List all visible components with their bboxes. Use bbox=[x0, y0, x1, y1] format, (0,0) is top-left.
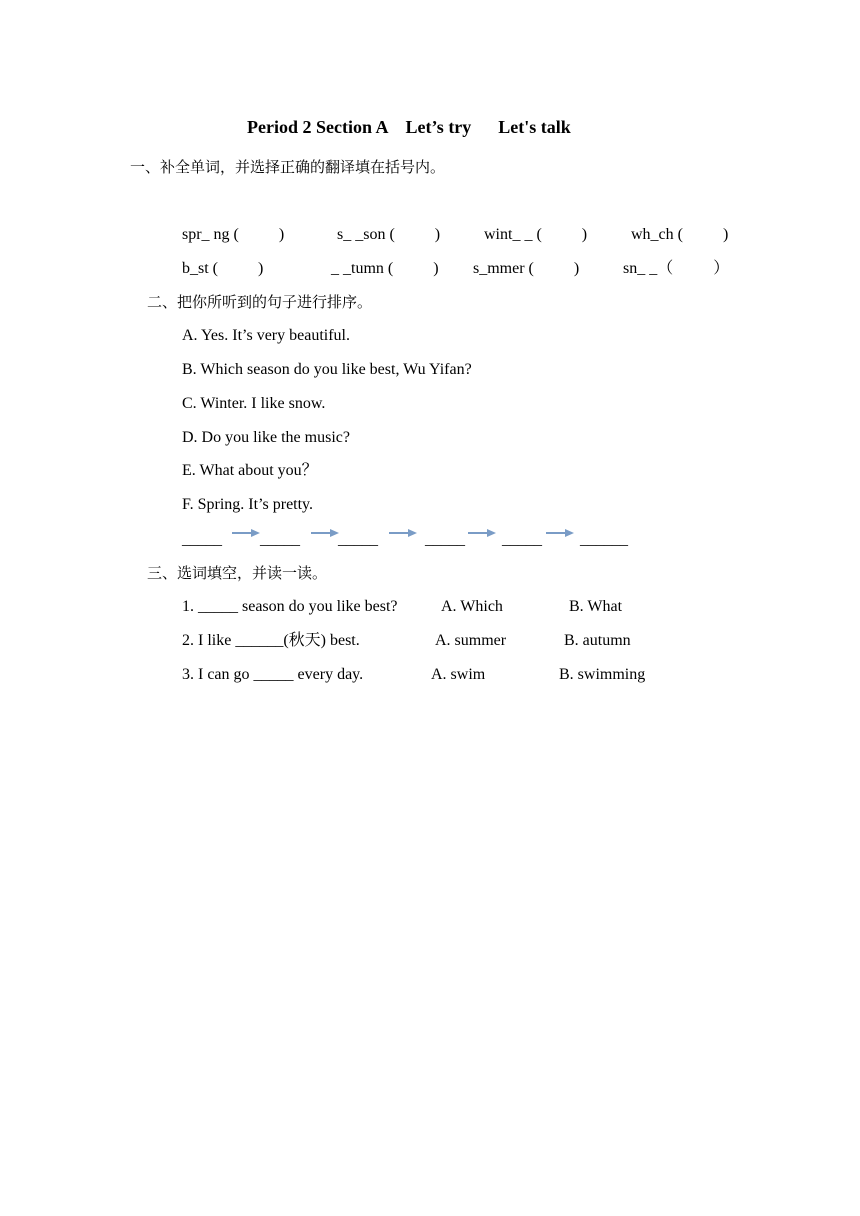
question-3-option-a: A. swim bbox=[431, 666, 486, 683]
section3-heading: 三、选词填空，并读一读。 bbox=[147, 564, 328, 582]
sentence-c: C. Winter. I like snow. bbox=[182, 395, 326, 412]
section2-heading: 二、把你所听到的句子进行排序。 bbox=[147, 293, 373, 311]
sentence-e: E. What about you？ bbox=[182, 462, 318, 479]
arrow-icon bbox=[389, 528, 417, 538]
question-1-option-a: A. Which bbox=[441, 598, 503, 615]
word-blank-season: s_ _son ( ) bbox=[337, 226, 441, 243]
word-blank-snow: sn_ _（ ） bbox=[623, 260, 730, 277]
question-1-option-b: B. What bbox=[569, 598, 623, 615]
word-blank-spring: spr_ ng ( ) bbox=[182, 226, 285, 243]
question-3: 3. I can go _____ every day. bbox=[182, 666, 364, 683]
sentence-a: A. Yes. It’s very beautiful. bbox=[182, 327, 350, 344]
order-blank-2: _____ bbox=[260, 531, 300, 548]
sentence-f: F. Spring. It’s pretty. bbox=[182, 496, 314, 513]
word-blank-autumn: _ _tumn ( ) bbox=[331, 260, 439, 277]
question-2: 2. I like ______(秋天) best. bbox=[182, 632, 360, 649]
word-blank-winter: wint_ _ ( ) bbox=[484, 226, 588, 243]
question-2-option-b: B. autumn bbox=[564, 632, 631, 649]
question-1: 1. _____ season do you like best? bbox=[182, 598, 398, 615]
word-blank-summer: s_mmer ( ) bbox=[473, 260, 580, 277]
arrow-icon bbox=[468, 528, 496, 538]
arrow-icon bbox=[311, 528, 339, 538]
arrow-icon bbox=[232, 528, 260, 538]
arrow-icon bbox=[546, 528, 574, 538]
question-2-option-a: A. summer bbox=[435, 632, 507, 649]
section1-heading: 一、补全单词，并选择正确的翻译填在括号内。 bbox=[130, 158, 446, 176]
sentence-d: D. Do you like the music? bbox=[182, 429, 350, 446]
order-blank-4: _____ bbox=[425, 531, 465, 548]
page-title: Period 2 Section A Let’s try Let's talk bbox=[247, 117, 571, 137]
word-blank-which: wh_ch ( ) bbox=[631, 226, 729, 243]
sentence-b: B. Which season do you like best, Wu Yifan? bbox=[182, 361, 472, 378]
order-blank-6: ______ bbox=[580, 531, 628, 548]
question-3-option-b: B. swimming bbox=[559, 666, 646, 683]
order-blank-1: _____ bbox=[182, 531, 222, 548]
word-blank-best: b_st ( ) bbox=[182, 260, 264, 277]
order-blank-3: _____ bbox=[338, 531, 378, 548]
order-blank-5: _____ bbox=[502, 531, 542, 548]
